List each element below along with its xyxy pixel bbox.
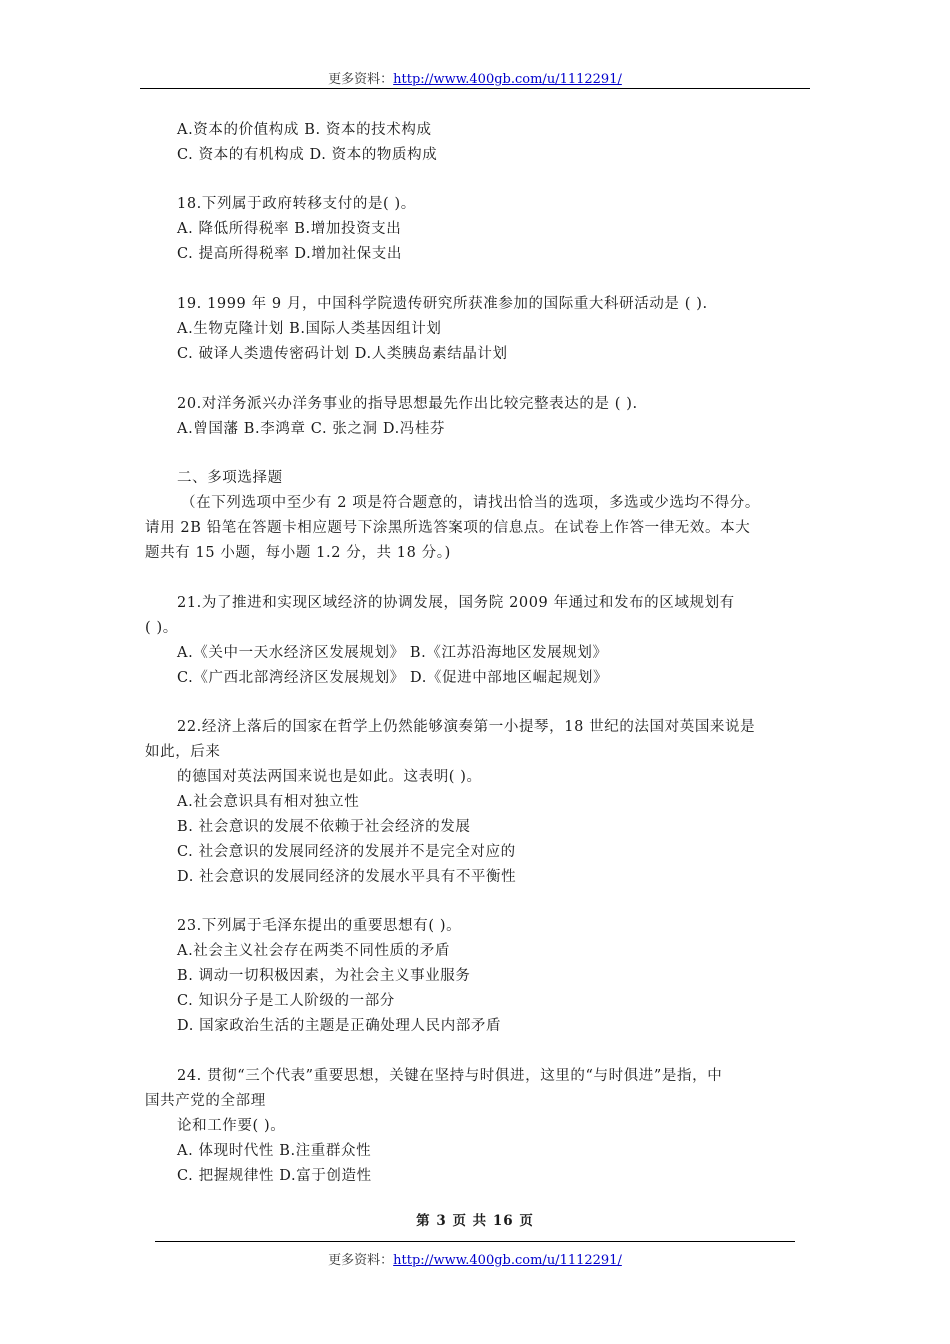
q23-option-b: B. 调动一切积极因素，为社会主义事业服务 — [177, 968, 471, 984]
q19-options-ab: A.生物克隆计划 B.国际人类基因组计划 — [177, 321, 442, 337]
section-instructions-3: 题共有 15 小题，每小题 1.2 分，共 18 分。) — [145, 545, 451, 561]
q17-options-ab: A.资本的价值构成 B. 资本的技术构成 — [177, 122, 432, 138]
q17-options-cd: C. 资本的有机构成 D. 资本的物质构成 — [177, 147, 438, 163]
q24-stem-continued-2: 论和工作要( )。 — [177, 1118, 286, 1134]
q18-options-ab: A. 降低所得税率 B.增加投资支出 — [177, 221, 402, 237]
q23-option-d: D. 国家政治生活的主题是正确处理人民内部矛盾 — [177, 1018, 502, 1034]
q24-options-cd: C. 把握规律性 D.富于创造性 — [177, 1168, 372, 1184]
section-instructions-1: （在下列选项中至少有 2 项是符合题意的，请找出恰当的选项，多选或少选均不得分。 — [181, 495, 760, 511]
page-number: 第 3 页 共 16 页 — [416, 1213, 534, 1229]
q21-options-cd: C.《广西北部湾经济区发展规划》 D.《促进中部地区崛起规划》 — [177, 670, 609, 686]
q24-options-ab: A. 体现时代性 B.注重群众性 — [177, 1143, 372, 1159]
q22-stem-continued-1: 如此，后来 — [145, 744, 221, 760]
q22-stem-continued-2: 的德国对英法两国来说也是如此。这表明( )。 — [177, 769, 482, 785]
q21-stem-continued: ( )。 — [145, 620, 178, 636]
q20-stem: 20.对洋务派兴办洋务事业的指导思想最先作出比较完整表达的是 ( ). — [177, 396, 638, 412]
q19-options-cd: C. 破译人类遗传密码计划 D.人类胰岛素结晶计划 — [177, 346, 508, 362]
footer-label: 更多资料： — [328, 1253, 394, 1268]
footer-divider — [155, 1241, 795, 1242]
section-title-multiple-choice: 二、多项选择题 — [177, 470, 283, 486]
q22-option-c: C. 社会意识的发展同经济的发展并不是完全对应的 — [177, 844, 516, 860]
q24-stem-continued-1: 国共产党的全部理 — [145, 1093, 266, 1109]
footer-link[interactable]: http://www.400gb.com/u/1112291/ — [393, 1253, 622, 1268]
q19-stem: 19. 1999 年 9 月，中国科学院遗传研究所获准参加的国际重大科研活动是 ( ). — [177, 296, 708, 312]
q22-stem: 22.经济上落后的国家在哲学上仍然能够演奏第一小提琴，18 世纪的法国对英国来说是 — [177, 719, 756, 735]
header-label: 更多资料： — [328, 72, 394, 87]
q24-stem: 24. 贯彻“三个代表”重要思想，关键在坚持与时俱进，这里的“与时俱进”是指，中 — [177, 1068, 723, 1084]
q22-option-a: A.社会意识具有相对独立性 — [177, 794, 360, 810]
header-divider — [140, 88, 810, 89]
q23-option-c: C. 知识分子是工人阶级的一部分 — [177, 993, 395, 1009]
page-header — [0, 68, 950, 87]
q18-stem: 18.下列属于政府转移支付的是( )。 — [177, 196, 416, 212]
q21-options-ab: A.《关中一天水经济区发展规划》 B.《江苏沿海地区发展规划》 — [177, 645, 608, 661]
header-link[interactable]: http://www.400gb.com/u/1112291/ — [393, 72, 622, 87]
q22-option-b: B. 社会意识的发展不依赖于社会经济的发展 — [177, 819, 471, 835]
q23-stem: 23.下列属于毛泽东提出的重要思想有( )。 — [177, 918, 462, 934]
q23-option-a: A.社会主义社会存在两类不同性质的矛盾 — [177, 943, 450, 959]
q18-options-cd: C. 提高所得税率 D.增加社保支出 — [177, 246, 402, 262]
q20-options: A.曾国藩 B.李鸿章 C. 张之洞 D.冯桂芬 — [177, 421, 446, 437]
q22-option-d: D. 社会意识的发展同经济的发展水平具有不平衡性 — [177, 869, 517, 885]
page-footer — [0, 1249, 950, 1268]
section-instructions-2: 请用 2B 铅笔在答题卡相应题号下涂黑所选答案项的信息点。在试卷上作答一律无效。本大 — [145, 520, 751, 536]
q21-stem: 21.为了推进和实现区域经济的协调发展，国务院 2009 年通过和发布的区域规划有 — [177, 595, 735, 611]
